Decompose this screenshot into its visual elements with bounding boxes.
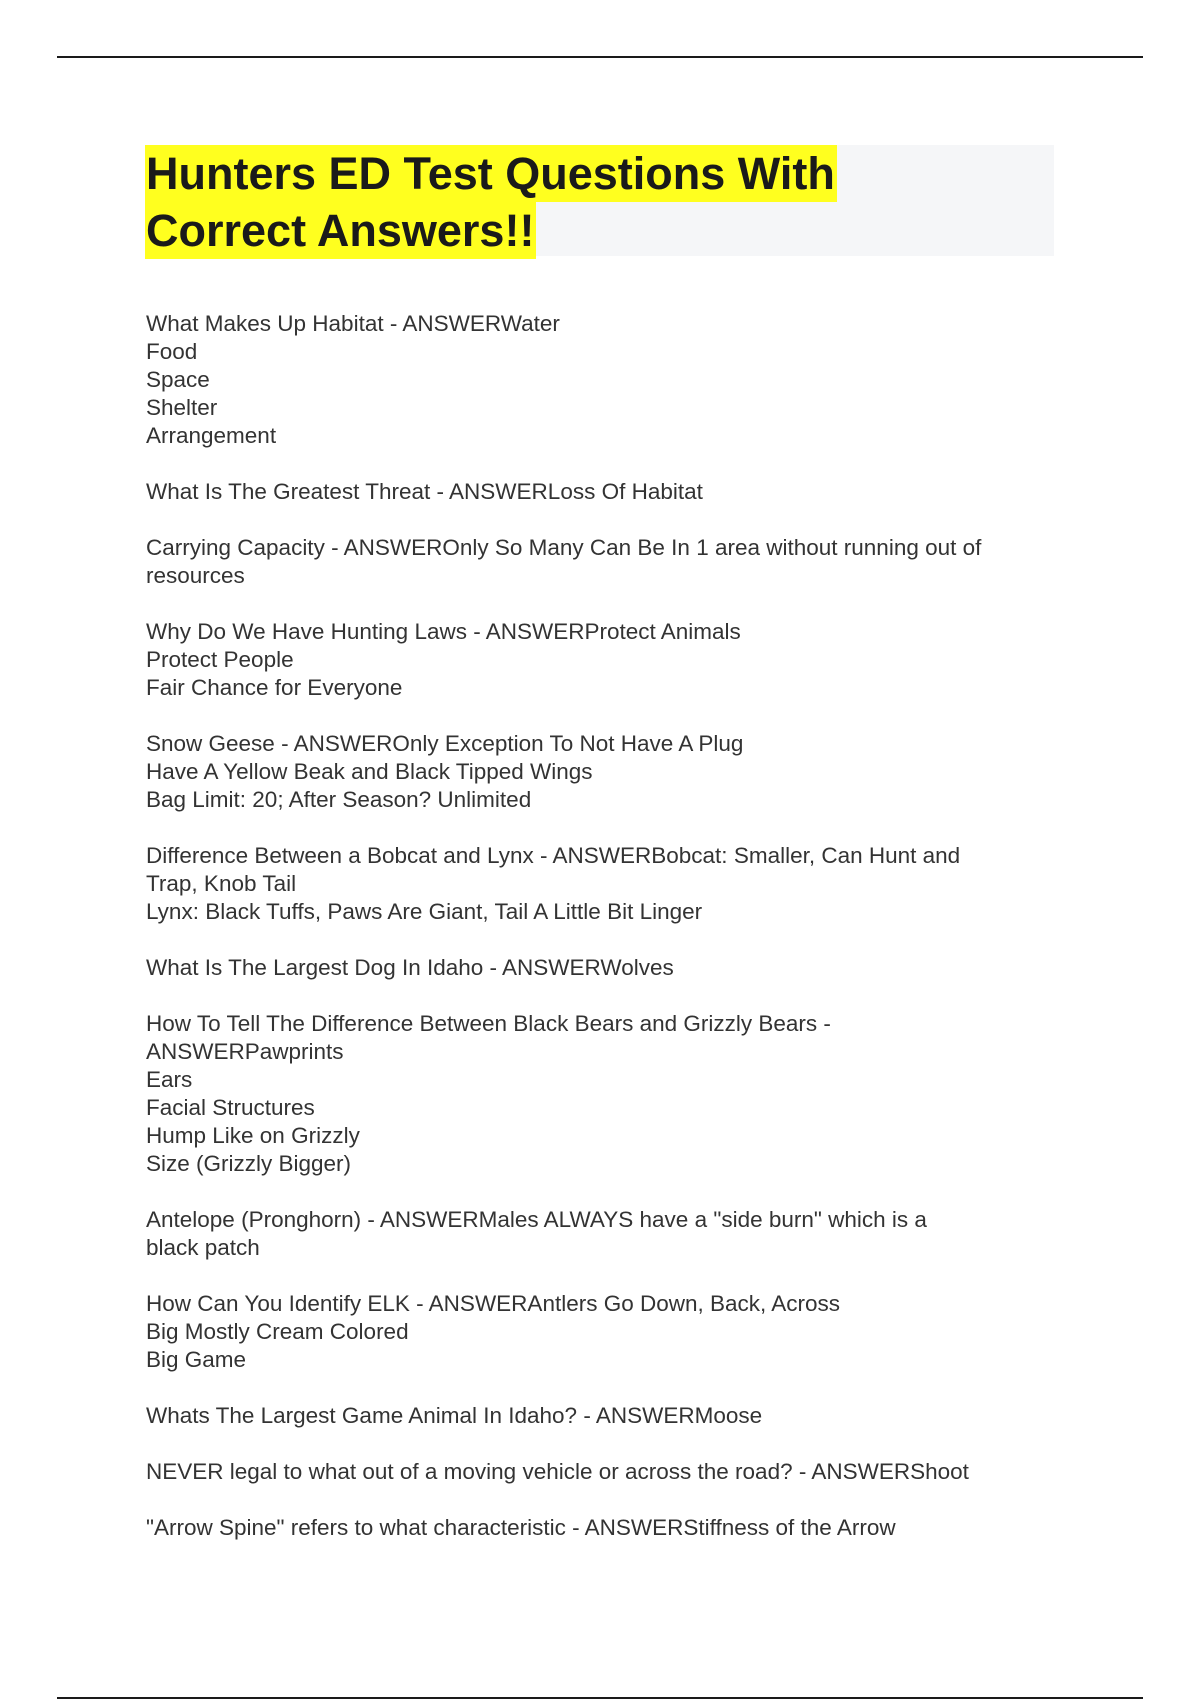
qa-item [146,618,1056,702]
qa-list [146,310,1056,1570]
qa-item [146,1290,1056,1374]
qa-line: Size (Grizzly Bigger) [146,1151,352,1176]
qa-line: What Is The Greatest Threat - ANSWERLoss Of Habitat [146,479,703,504]
title-line-2: Correct Answers!! [145,202,536,259]
qa-line: Arrangement [146,423,277,448]
qa-line: Why Do We Have Hunting Laws - ANSWERProtect Animals [146,619,741,644]
qa-line: Lynx: Black Tuffs, Paws Are Giant, Tail A Little Bit Linger [146,899,703,924]
qa-item [146,1010,1056,1178]
qa-line: Bag Limit: 20; After Season? Unlimited [146,787,532,812]
qa-line: NEVER legal to what out of a moving vehicle or across the road? - ANSWERShoot [146,1459,969,1484]
qa-line: Antelope (Pronghorn) - ANSWERMales ALWAYS have a "side burn" which is a [146,1207,927,1232]
qa-line: Difference Between a Bobcat and Lynx - ANSWERBobcat: Smaller, Can Hunt and [146,843,961,868]
qa-line: Fair Chance for Everyone [146,675,403,700]
qa-line: "Arrow Spine" refers to what characteristic - ANSWERStiffness of the Arrow [146,1515,896,1540]
qa-line: Big Game [146,1347,247,1372]
qa-item [146,478,1056,506]
qa-line: What Makes Up Habitat - ANSWERWater [146,311,560,336]
qa-item [146,1402,1056,1430]
qa-line: What Is The Largest Dog In Idaho - ANSWERWolves [146,955,674,980]
qa-line: Hump Like on Grizzly [146,1123,360,1148]
top-rule [57,56,1143,58]
qa-line: Protect People [146,647,294,672]
qa-line: Shelter [146,395,218,420]
qa-line: resources [146,563,245,588]
bottom-rule [57,1697,1143,1699]
qa-line: Food [146,339,198,364]
qa-line: Ears [146,1067,193,1092]
qa-line: Facial Structures [146,1095,315,1120]
qa-item [146,1458,1056,1486]
qa-line: Space [146,367,210,392]
qa-line: Snow Geese - ANSWEROnly Exception To Not Have A Plug [146,731,744,756]
qa-line: Trap, Knob Tail [146,871,297,896]
qa-line: How Can You Identify ELK - ANSWERAntlers Go Down, Back, Across [146,1291,841,1316]
qa-item [146,1514,1056,1542]
qa-line: Big Mostly Cream Colored [146,1319,409,1344]
qa-item [146,534,1056,590]
title-block [145,145,1054,256]
qa-line: Whats The Largest Game Animal In Idaho? - ANSWERMoose [146,1403,763,1428]
qa-item [146,954,1056,982]
qa-line: black patch [146,1235,260,1260]
qa-line: How To Tell The Difference Between Black Bears and Grizzly Bears - [146,1011,831,1036]
qa-item [146,1206,1056,1262]
qa-line: Have A Yellow Beak and Black Tipped Wings [146,759,593,784]
title-line-1: Hunters ED Test Questions With [145,145,837,202]
qa-item [146,730,1056,814]
document-title [145,145,1054,259]
qa-line: ANSWERPawprints [146,1039,344,1064]
qa-item [146,842,1056,926]
qa-item [146,310,1056,450]
qa-line: Carrying Capacity - ANSWEROnly So Many Can Be In 1 area without running out of [146,535,982,560]
